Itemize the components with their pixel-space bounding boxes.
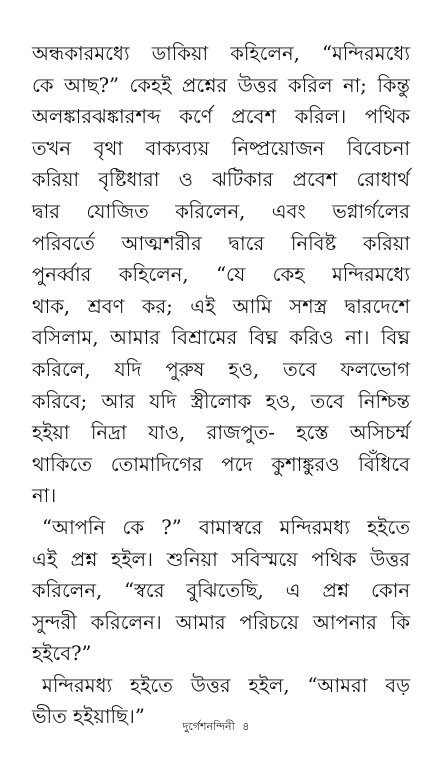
- paragraph-2: [32, 512, 410, 670]
- text-line: তখন বৃথা বাক্যব্যয় নিষ্প্রয়োজন বিবেচনা: [32, 136, 410, 160]
- text-line: কে আছ?” কেহই প্রশ্নের উত্তর করিল না; কিন্তু: [32, 73, 410, 97]
- text-line: “আপনি কে ?” বামাস্বরে মন্দিরমধ্য হইতে: [42, 515, 410, 539]
- text-line: অন্ধকারমধ্যে ডাকিয়া কহিলেন, “মন্দিরমধ্যে: [32, 42, 410, 65]
- text-line: হইয়া নিদ্রা যাও, রাজপুত- হস্তে অসিচর্ম্ম: [32, 421, 410, 445]
- text-line: মন্দিরমধ্য হইতে উত্তর হইল, “আমরা বড়: [42, 673, 410, 697]
- text-line: বসিলাম, আমার বিশ্রামের বিঘ্ন করিও না। বিঘ্ন: [32, 326, 410, 350]
- text-line: ভীত হইয়াছি।”: [32, 705, 145, 729]
- text-line: পরিবর্তে আত্মশরীর দ্বারে নিবিষ্ট করিয়া: [32, 231, 410, 255]
- paragraph-1: [32, 38, 410, 512]
- text-line: দ্বার যোজিত করিলেন, এবং ভগ্নার্গলের: [32, 199, 410, 223]
- page-number: ৪: [242, 720, 250, 733]
- book-title: দুর্গেশনন্দিনী: [182, 720, 235, 733]
- text-line: থাকিতে তোমাদিগের পদে কুশাঙ্কুরও বিঁধিবে: [32, 452, 410, 476]
- text-line: অলঙ্কারঝঙ্কারশব্দ কর্ণে প্রবেশ করিল। পথিক: [32, 105, 410, 129]
- page-body-text: [32, 38, 410, 733]
- text-line: পুনর্ব্বার কহিলেন, “যে কেহ মন্দিরমধ্যে: [32, 263, 410, 287]
- text-line: করিবে; আর যদি স্ত্রীলোক হও, তবে নিশ্চিন্ত: [32, 389, 410, 413]
- text-line: হইবে?”: [32, 642, 92, 666]
- text-line: করিলেন, “স্বরে বুঝিতেছি, এ প্রশ্ন কোন: [32, 579, 410, 603]
- text-line: করিলে, যদি পুরুষ হও, তবে ফলভোগ: [32, 357, 410, 381]
- page-footer: [0, 718, 432, 737]
- text-line: এই প্রশ্ন হইল। শুনিয়া সবিস্ময়ে পথিক উত্তর: [32, 547, 410, 571]
- text-line: থাক, শ্রবণ কর; এই আমি সশস্ত্র দ্বারদেশে: [32, 294, 410, 318]
- text-line: না।: [32, 484, 57, 508]
- text-line: সুন্দরী করিলেন। আমার পরিচয়ে আপনার কি: [32, 610, 410, 634]
- text-line: করিয়া বৃষ্টিধারা ও ঝটিকার প্রবেশ রোধার্থ: [32, 168, 410, 192]
